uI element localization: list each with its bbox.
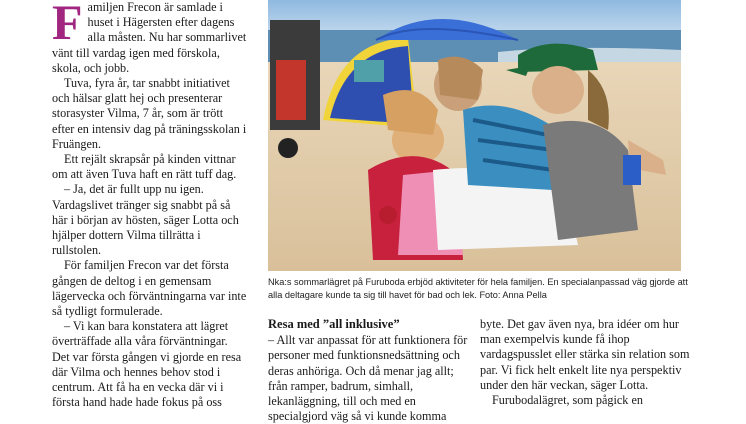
- article-column-3: [480, 317, 692, 408]
- subheading: Resa med ”all inklusive”: [268, 317, 400, 331]
- paragraph: Tuva, fyra år, tar snabbt initiativet och hälsar glatt hej och presenterar storasyster Vilma, 7 år, som är trött efter en intensiv dag på träningsskolan i Fruängen.: [52, 76, 247, 151]
- paragraph: – Allt var anpassat för att funktionera för personer med funktionsnedsättning och deras anhöriga. Och då menar jag allt; från ramper, badrum, simhall, lekanläggning, till och med en specialgjord väg så vi kunde komma: [268, 333, 468, 424]
- article-column-2: [268, 317, 474, 424]
- paragraph: – Ja, det är fullt upp nu igen. Vardagslivet tränger sig snabbt på så här i början av hösten, säger Lotta och hjälper dottern Vilma tillrätta i rullstolen.: [52, 182, 239, 258]
- beach-photo: [268, 0, 681, 271]
- paragraph: Furubodalägret, som pågick en: [492, 393, 643, 408]
- paragraph: – Vi kan bara konstatera att lägret överträffade alla våra förväntningar. Det var första gången vi gjorde en resa där Vilma och hennes behov stod i centrum. Att få ha en vecka där vi i första hand hade hade fokus på oss: [52, 319, 242, 410]
- paragraph: För familjen Frecon var det första gången de deltog i en gemensam lägervecka och förväntningarna var inte så tydligt formulerade.: [52, 258, 247, 319]
- drop-cap: F: [52, 0, 83, 50]
- article-column-1: [52, 0, 248, 410]
- paragraph: amiljen Frecon är samlade i huset i Hägersten efter dagens alla måsten. Nu har sommarlivet vänt till vardag igen med förskola, skola, och jobb.: [52, 0, 247, 75]
- paragraph: Ett rejält skrapsår på kinden vittnar om att även Tuva haft en rätt tuff dag.: [52, 152, 237, 182]
- paragraph: byte. Det gav även nya, bra idéer om hur man exempelvis kunde få ihop vardagspusslet eller stärka sin relation som par. Vi fick helt enkelt lite nya perspektiv under den här veckan, säger Lotta.: [480, 317, 690, 392]
- photo-caption: Nka:s sommarlägret på Furuboda erbjöd aktiviteter för hela familjen. En specialanpassad väg gjorde att alla deltagare kunde ta sig till havet för bad och lek. Foto: Anna Pella: [268, 277, 688, 300]
